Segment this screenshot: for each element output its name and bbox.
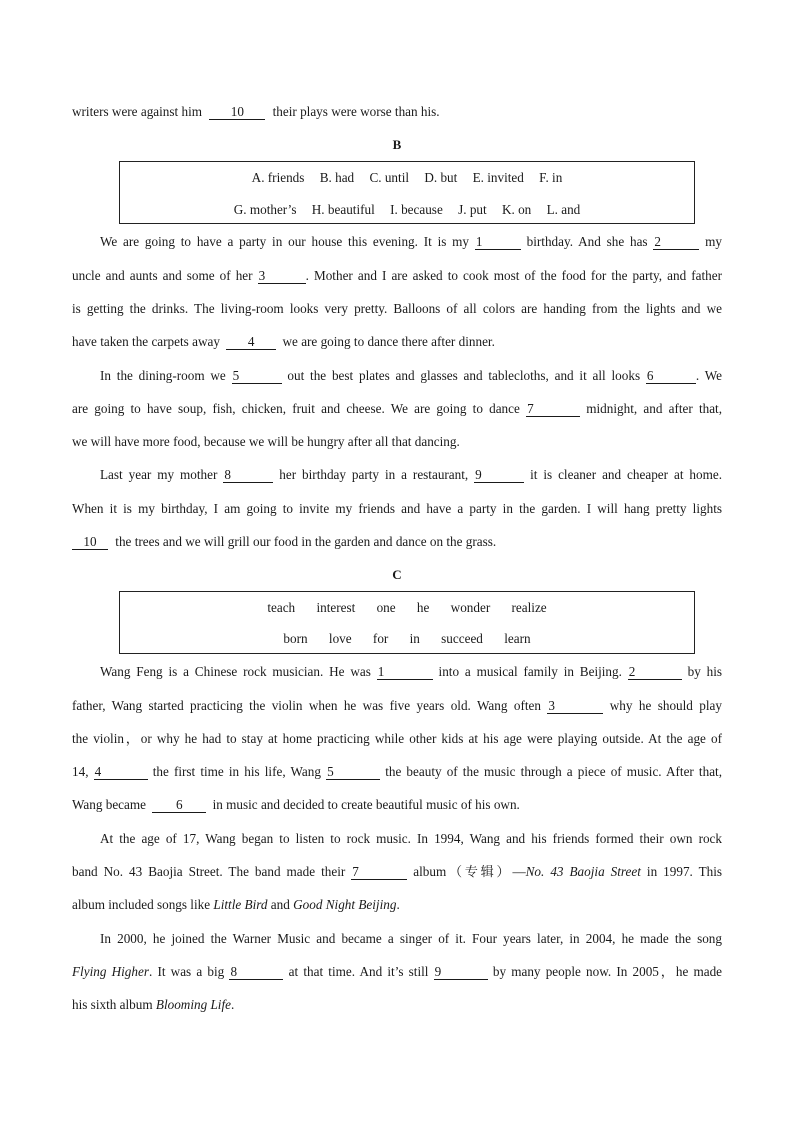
- word-box-row-2: [120, 202, 694, 218]
- answer-blank[interactable]: 8: [229, 965, 283, 980]
- song-title: Good Night Beijing: [293, 897, 397, 912]
- word-option: I. because: [390, 202, 443, 217]
- text: her birthday party in a restaurant,: [279, 467, 469, 482]
- answer-blank[interactable]: 10: [209, 105, 265, 120]
- word-option: K. on: [501, 202, 532, 217]
- passage-c-line: [72, 797, 722, 813]
- word-option: G. mother’s: [233, 202, 297, 217]
- text: band No. 43 Baojia Street. The band made their: [72, 864, 346, 879]
- passage-c-line: At the age of 17, Wang began to listen to rock music. In 1994, Wang and his friends formed their own rock: [100, 831, 722, 846]
- text: birthday.: [526, 234, 574, 249]
- text: are going to have soup, fish, chicken, fruit and cheese. We are going to dance: [72, 401, 520, 416]
- answer-blank[interactable]: 7: [526, 402, 580, 417]
- passage-c-line: [72, 897, 722, 913]
- text: we are going to dance there after dinner.: [282, 334, 495, 349]
- answer-blank[interactable]: 4: [94, 765, 148, 780]
- word-option: one: [376, 600, 396, 615]
- text: at that time. And it’s still: [288, 964, 429, 979]
- passage-c-line: [72, 964, 722, 980]
- answer-blank[interactable]: 2: [653, 235, 699, 250]
- word-option: wonder: [450, 600, 491, 615]
- passage-b-line: is getting the drinks. The living-room looks very pretty. Balloons of all colors are handing from the lights and we: [72, 301, 722, 316]
- word-option: J. put: [458, 202, 487, 217]
- answer-blank[interactable]: 3: [547, 699, 603, 714]
- word-option: in: [409, 631, 420, 646]
- section-a-last-line: [72, 104, 722, 120]
- section-c-heading: C: [392, 567, 402, 582]
- answer-blank[interactable]: 9: [474, 468, 524, 483]
- text: the first time in his life, Wang: [152, 764, 321, 779]
- answer-blank[interactable]: 1: [475, 235, 521, 250]
- text: album（专辑）—: [413, 864, 526, 879]
- word-option: C. until: [369, 170, 410, 185]
- answer-blank[interactable]: 5: [326, 765, 380, 780]
- word-option: succeed: [441, 631, 483, 646]
- answer-blank[interactable]: 1: [377, 665, 433, 680]
- text: his sixth album: [72, 997, 153, 1012]
- section-b-word-box: [119, 161, 695, 224]
- word-box-row-1: [120, 170, 694, 186]
- text: . Mother and I are asked to cook most of the food for the party, and father: [305, 268, 723, 283]
- word-option: teach: [267, 600, 296, 615]
- passage-b-line: [72, 268, 722, 284]
- text: why he should play: [609, 698, 722, 713]
- song-title: Little Bird: [213, 897, 268, 912]
- word-option: H. beautiful: [311, 202, 375, 217]
- answer-blank[interactable]: 6: [646, 369, 696, 384]
- text: midnight, and after that,: [586, 401, 723, 416]
- text: writers were against him: [72, 104, 203, 119]
- answer-blank[interactable]: 8: [223, 468, 273, 483]
- text: into a musical family in Beijing.: [438, 664, 622, 679]
- answer-blank[interactable]: 10: [72, 535, 108, 550]
- passage-b-line: [72, 334, 722, 350]
- passage-c-line: In 2000, he joined the Warner Music and became a singer of it. Four years later, in 2004, he made the song: [100, 931, 722, 946]
- text: .: [231, 997, 235, 1012]
- answer-blank[interactable]: 5: [232, 369, 282, 384]
- answer-blank[interactable]: 9: [434, 965, 488, 980]
- passage-c-line: [72, 698, 722, 714]
- text: . We: [695, 368, 723, 383]
- word-option: interest: [316, 600, 356, 615]
- section-b-heading: B: [392, 137, 402, 152]
- word-option: love: [328, 631, 352, 646]
- word-option: L. and: [546, 202, 581, 217]
- word-option: learn: [504, 631, 531, 646]
- passage-c-line: [72, 864, 722, 880]
- text: In the dining-room we: [100, 368, 226, 383]
- passage-b-line: [72, 534, 722, 550]
- text: We are going to have a party in our house this evening.: [100, 234, 418, 249]
- passage-c-line: [72, 764, 722, 780]
- word-option: for: [372, 631, 389, 646]
- answer-blank[interactable]: 4: [226, 335, 276, 350]
- word-option: born: [283, 631, 308, 646]
- text: by his: [687, 664, 723, 679]
- answer-blank[interactable]: 3: [258, 269, 306, 284]
- text: their plays were worse than his.: [272, 104, 440, 119]
- text: uncle and aunts and some of her: [72, 268, 253, 283]
- passage-c-line: the violin，or why he had to stay at home practicing while other kids at his age were playing outside. At the age of: [72, 731, 722, 746]
- text: Wang became: [72, 797, 146, 812]
- text: . It was a big: [148, 964, 225, 979]
- passage-b-line: we will have more food, because we will be hungry after all that dancing.: [72, 434, 460, 449]
- text: in music and decided to create beautiful music of his own.: [212, 797, 520, 812]
- word-option: E. invited: [472, 170, 524, 185]
- word-option: D. but: [424, 170, 458, 185]
- passage-b-line: [100, 368, 722, 384]
- passage-b-line: When it is my birthday, I am going to invite my friends and have a party in the garden. I will hang pretty lights: [72, 501, 722, 516]
- section-c-word-box: [119, 591, 695, 654]
- text: the beauty of the music through a piece of music. After that,: [385, 764, 723, 779]
- word-option: F. in: [539, 170, 563, 185]
- passage-c-line: [100, 664, 722, 680]
- text: by many people now. In 2005，he made: [492, 964, 723, 979]
- text: And she has: [578, 234, 648, 249]
- passage-b-line: [72, 401, 722, 417]
- text: Last year my mother: [100, 467, 218, 482]
- text: .: [396, 897, 400, 912]
- word-option: he: [416, 600, 430, 615]
- album-title: No. 43 Baojia Street: [525, 864, 641, 879]
- text: in 1997. This: [646, 864, 723, 879]
- text: out the best plates and glasses and tablecloths, and it all looks: [287, 368, 641, 383]
- text: It is my: [423, 234, 470, 249]
- text: Wang Feng is a Chinese rock musician. He was: [100, 664, 371, 679]
- text: album included songs like: [72, 897, 211, 912]
- answer-blank[interactable]: 6: [152, 798, 206, 813]
- text: my: [705, 234, 723, 249]
- word-option: B. had: [319, 170, 355, 185]
- text: and: [270, 897, 290, 912]
- answer-blank[interactable]: 7: [351, 865, 407, 880]
- text: it is cleaner and cheaper at home.: [530, 467, 723, 482]
- text: 14,: [72, 764, 89, 779]
- word-box-row-2: [120, 631, 694, 647]
- word-option: realize: [511, 600, 547, 615]
- song-title: Flying Higher: [72, 964, 149, 979]
- text: father, Wang started practicing the violin when he was five years old. Wang often: [72, 698, 541, 713]
- album-title: Blooming Life: [155, 997, 231, 1012]
- passage-b-line: [100, 234, 722, 250]
- passage-c-line: [72, 997, 722, 1013]
- text: have taken the carpets away: [72, 334, 220, 349]
- text: the trees and we will grill our food in the garden and dance on the grass.: [115, 534, 497, 549]
- word-option: A. friends: [251, 170, 305, 185]
- word-box-row-1: [120, 600, 694, 616]
- passage-b-line: [100, 467, 722, 483]
- answer-blank[interactable]: 2: [628, 665, 682, 680]
